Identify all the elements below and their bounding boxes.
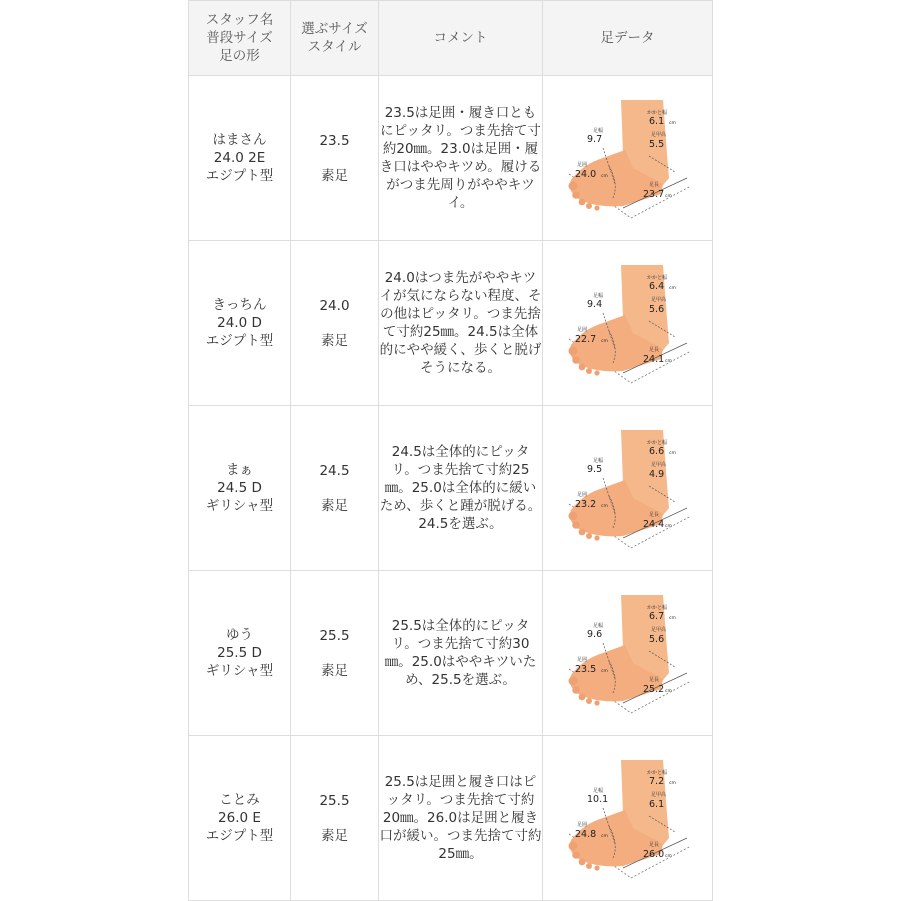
unit-label: cm (664, 194, 672, 199)
unit-label: cm (668, 781, 676, 786)
toe-icon (572, 851, 580, 859)
girth-value: 24.0 (574, 169, 596, 180)
arch-label: 足甲高 (650, 132, 666, 138)
toe-icon (594, 700, 599, 705)
foot-data-cell (543, 406, 713, 571)
toe-icon (594, 865, 599, 870)
comment-cell: 23.5は足囲・履き口ともにピッタリ。つま先捨て寸約20㎜。23.0は足囲・履き口はややキツめ。履けるがつま先周りがややキツイ。 (379, 76, 543, 241)
width-label: 足幅 (592, 458, 603, 464)
toe-icon (578, 859, 585, 866)
foot-diagram (563, 589, 693, 717)
toe-icon (572, 356, 580, 364)
width-value: 9.5 (586, 464, 602, 475)
size-cell (291, 241, 379, 406)
girth-value: 23.5 (574, 664, 596, 675)
girth-value: 23.2 (574, 499, 596, 510)
heel-value: 6.1 (648, 116, 664, 127)
comment-cell: 25.5は足囲と履き口はピッタリ。つま先捨て寸約20㎜。26.0は足囲と履き口が緩い。つま先捨て寸約25㎜。 (379, 736, 543, 901)
toe-icon (578, 199, 585, 206)
unit-label: cm (664, 524, 672, 529)
table-row (189, 241, 713, 406)
toe-icon (586, 698, 592, 704)
unit-label: cm (664, 854, 672, 859)
width-value: 9.7 (586, 134, 602, 145)
foot-data-cell (543, 736, 713, 901)
style: 素足 (321, 332, 348, 349)
toe-icon (594, 535, 599, 540)
chosen-size: 24.0 (319, 297, 350, 314)
width-label: 足幅 (592, 623, 603, 629)
width-value: 9.6 (586, 629, 602, 640)
heel-value: 6.6 (648, 446, 664, 457)
heel-label: かかと幅 (646, 770, 667, 776)
heel-value: 7.2 (648, 776, 664, 787)
arch-value: 5.6 (648, 634, 664, 645)
table-row (189, 76, 713, 241)
width-label: 足幅 (592, 293, 603, 299)
unit-label: cm (668, 121, 676, 126)
chosen-size: 25.5 (319, 792, 350, 809)
style: 素足 (321, 662, 348, 679)
toe-icon (578, 529, 585, 536)
unit-label: cm (600, 339, 608, 344)
foot-diagram (563, 754, 693, 882)
table-row (189, 571, 713, 736)
heel-label: かかと幅 (646, 605, 667, 611)
unit-label: cm (668, 616, 676, 621)
unit-label: cm (600, 504, 608, 509)
girth-label: 足囲 (576, 492, 587, 498)
comment-cell: 24.0はつま先がややキツイが気にならない程度、その他はピッタリ。つま先捨て寸約25㎜。24.5は全体的にやや緩く、歩くと脱げそうになる。 (379, 241, 543, 406)
girth-label: 足囲 (576, 822, 587, 828)
size-cell (291, 76, 379, 241)
comment-cell: 24.5は全体的にピッタリ。つま先捨て寸約25㎜。25.0は全体的に緩いため、歩くと踵が脱げる。24.5を選ぶ。 (379, 406, 543, 571)
foot-data-cell (543, 571, 713, 736)
arch-value: 6.1 (648, 799, 664, 810)
staff-cell: まぁ 24.5 D ギリシャ型 (189, 406, 291, 571)
length-value: 24.1 (642, 354, 664, 365)
header-staff: スタッフ名 普段サイズ 足の形 (189, 1, 291, 76)
foot-diagram (563, 424, 693, 552)
toe-icon (568, 347, 577, 356)
girth-label: 足囲 (576, 657, 587, 663)
style: 素足 (321, 827, 348, 844)
unit-label: cm (664, 689, 672, 694)
toe-icon (586, 863, 592, 869)
length-label: 足長 (648, 347, 659, 353)
foot-diagram (563, 259, 693, 387)
header-comment: コメント (379, 1, 543, 76)
length-value: 23.7 (642, 189, 664, 200)
chosen-size: 23.5 (319, 132, 350, 149)
length-label: 足長 (648, 512, 659, 518)
table-header-row (189, 1, 713, 76)
toe-icon (586, 368, 592, 374)
arch-label: 足甲高 (650, 297, 666, 303)
unit-label: cm (664, 359, 672, 364)
chosen-size: 25.5 (319, 627, 350, 644)
arch-label: 足甲高 (650, 792, 666, 798)
toe-icon (568, 677, 577, 686)
girth-label: 足囲 (576, 162, 587, 168)
foot-data-cell (543, 76, 713, 241)
length-label: 足長 (648, 842, 659, 848)
staff-cell: はまさん 24.0 2E エジプト型 (189, 76, 291, 241)
staff-cell: きっちん 24.0 D エジプト型 (189, 241, 291, 406)
size-cell (291, 736, 379, 901)
toe-icon (568, 842, 577, 851)
width-value: 10.1 (586, 794, 608, 805)
girth-label: 足囲 (576, 327, 587, 333)
length-label: 足長 (648, 677, 659, 683)
chosen-size: 24.5 (319, 462, 350, 479)
arch-value: 5.6 (648, 304, 664, 315)
toe-icon (594, 205, 599, 210)
heel-value: 6.4 (648, 281, 664, 292)
arch-label: 足甲高 (650, 627, 666, 633)
toe-icon (578, 694, 585, 701)
width-label: 足幅 (592, 788, 603, 794)
style: 素足 (321, 497, 348, 514)
length-value: 25.2 (642, 684, 664, 695)
staff-cell: ゆう 25.5 D ギリシャ型 (189, 571, 291, 736)
arch-value: 5.5 (648, 139, 664, 150)
toe-icon (586, 533, 592, 539)
staff-cell: ことみ 26.0 E エジプト型 (189, 736, 291, 901)
girth-value: 22.7 (574, 334, 596, 345)
toe-icon (572, 521, 580, 529)
width-label: 足幅 (592, 128, 603, 134)
toe-icon (572, 191, 580, 199)
unit-label: cm (600, 834, 608, 839)
toe-icon (572, 686, 580, 694)
girth-value: 24.8 (574, 829, 596, 840)
staff-size-table (188, 0, 713, 901)
table-row (189, 736, 713, 901)
style: 素足 (321, 167, 348, 184)
width-value: 9.4 (586, 299, 602, 310)
unit-label: cm (600, 669, 608, 674)
comment-cell: 25.5は全体的にピッタリ。つま先捨て寸約30㎜。25.0はややキツいため、25.5を選ぶ。 (379, 571, 543, 736)
toe-icon (568, 182, 577, 191)
size-cell (291, 406, 379, 571)
toe-icon (586, 203, 592, 209)
heel-label: かかと幅 (646, 275, 667, 281)
length-label: 足長 (648, 182, 659, 188)
header-size: 選ぶサイズ スタイル (291, 1, 379, 76)
foot-diagram (563, 94, 693, 222)
size-cell (291, 571, 379, 736)
toe-icon (594, 370, 599, 375)
unit-label: cm (600, 174, 608, 179)
unit-label: cm (668, 451, 676, 456)
foot-data-cell (543, 241, 713, 406)
length-value: 26.0 (642, 849, 664, 860)
length-value: 24.4 (642, 519, 664, 530)
table-row (189, 406, 713, 571)
heel-value: 6.7 (648, 611, 664, 622)
toe-icon (568, 512, 577, 521)
unit-label: cm (668, 286, 676, 291)
header-foot-data: 足データ (543, 1, 713, 76)
arch-label: 足甲高 (650, 462, 666, 468)
arch-value: 4.9 (648, 469, 664, 480)
toe-icon (578, 364, 585, 371)
heel-label: かかと幅 (646, 110, 667, 116)
heel-label: かかと幅 (646, 440, 667, 446)
